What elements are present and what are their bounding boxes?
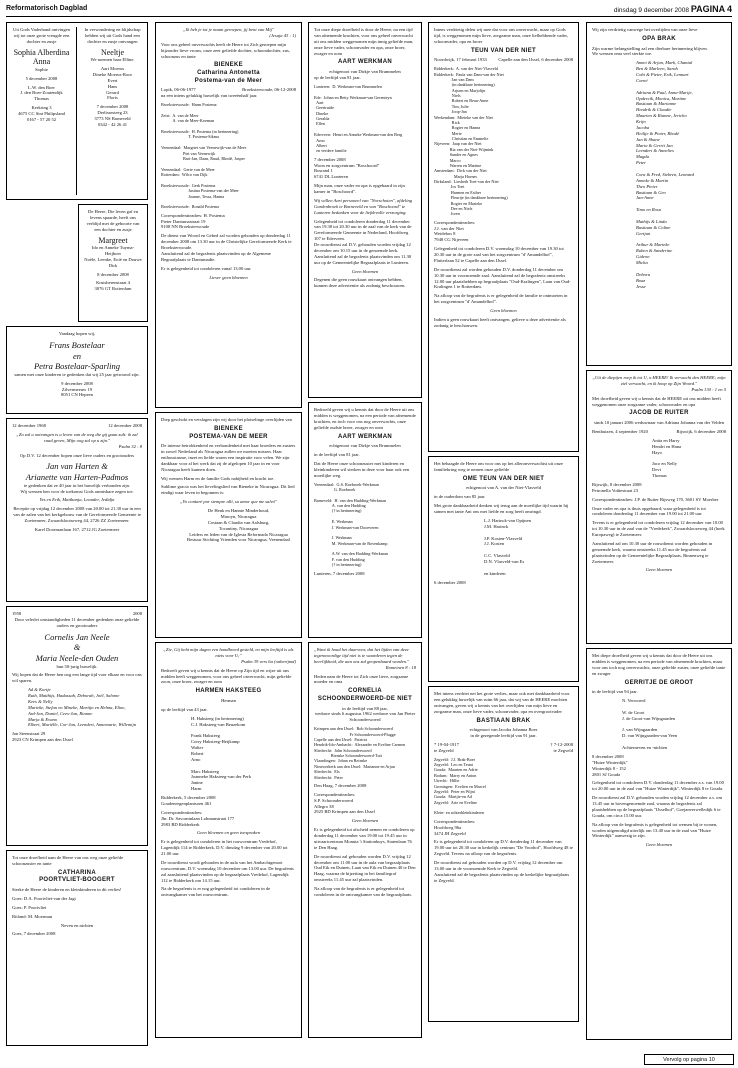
- anniversary-years: hun 50-jarig huwelijk.: [56, 663, 98, 669]
- continued-on-page-link[interactable]: Vervolg op pagina 10: [644, 1054, 734, 1065]
- flowers-note: Geen bloemen en geen toespraken: [196, 830, 260, 836]
- place-date: Rijswijk, 8 december 2008 Petronella Voûtestraat 23: [592, 481, 642, 493]
- spouse: echtgenoot van Dirkje van Brummelen: [329, 443, 401, 449]
- place-date: 8 december 2008 "Huize Winterdijk" Winterdijk 8 - 152 2801 SJ Gouda: [592, 753, 628, 777]
- verse: „Ik heb je tot je naam geroepen, jij bent van Mij": [183, 27, 274, 32]
- visitation: Gelegenheid tot condoleren D.V. donderdag 11 december a.s. van 19.00 tot 20.00 uur in de zaal van "Huize Winterdijk", Winterdijk 8 te Gouda.: [592, 780, 724, 792]
- obituary-opa-brak-grandchildren: [586, 22, 732, 366]
- column-5: [586, 22, 732, 1044]
- obituary-van-der-niet-nephews: [428, 456, 579, 682]
- deceased-name: TEUN VAN DER NIET: [471, 47, 536, 54]
- obituary-schoonderwoerd: [308, 642, 422, 1038]
- deceased-name: AART WERKMAN: [338, 59, 392, 66]
- child-nickname: Sophie: [35, 66, 48, 72]
- issue-date: dinsdag 9 december 2008: [613, 7, 690, 14]
- notice-text: Met droefheid geven wij u kennis dat de HEERE uit ons midden heeft weggenomen onze zorgzame vader, schoonvader en opa: [592, 395, 721, 407]
- visitation: Er is gelegenheid tot afscheid nemen en condoleren op donderdag 11 december van 19.00 tot 19.45 uur in uitvaartcentrum Monuta 't Stationhuys, Statenlaan 76 te Den Haag.: [314, 827, 415, 850]
- service-info: De rouwdienst zal gehouden worden D.V. vrijdag 12 december om 11.00 uur in de aula van begraafplaats Oud Eik en Duinen, Laan van Eik en Duinen 40 te Den Haag, waarna de bijzetting in het familiegraf omstreeks 11.45 uur zal plaatsvinden.: [314, 853, 416, 883]
- birth-date: 5 december 2008: [25, 75, 58, 81]
- visitation: Er is gelegenheid tot condoleren op D.V. donderdag 11 december van 19.00 uur tot 20.30 uur in kerkelijk centrum "De Voorhof", Hoofdweg 48 te Zegveld. Tevens na afloop van de begrafenis.: [434, 839, 573, 857]
- address: Correspondentieadres: Jhr. Dr. Savorninlaan Lohmanstraat 177 2983 BD Ridderkerk: [161, 809, 235, 827]
- notice-text: Heden nam de Heere tot Zich onze lieve, zorgzame moeder en oma: [314, 673, 409, 685]
- family-list: H. Haksteeg (in herinnering) C.J. Haksteeg-van Beuzekom Frank Haksteeg Corry Haksteeg-Heijkamp Walter Robert Arno Marc Haksteeg Joanneke Haksteeg-van der Perk Janine Harm: [191, 715, 252, 792]
- after-service: Na de begrafenis is er nog gelegenheid tot condoleren in de ontvangkamer van het rouwcentrum.: [161, 886, 271, 898]
- deceased-name: JACOB DE RUITER: [629, 410, 689, 417]
- after-note: Na afloop van de begrafenis is gelegenheid tot wensen bij te wonen, worden uitgenodigd uiterlijk om 13.40 uur in de zaal van "Huize Winterdijk" aanwezig te zijn.: [592, 821, 718, 839]
- notice-text-2: Wij hopen dat de Heere hen nog een lange tijd voor elkaar en voor ons wil sparen.: [12, 672, 142, 684]
- notice-text: Door velerlei omstandigheden 11 december gedenken onze geliefde ouders en grootouders: [14, 616, 140, 628]
- family-line: Neven en nichten: [60, 922, 94, 928]
- signatories: De Henk en Hannie Minderhoud, Maroyn, Nicaragua Costaan & Claudia van Aalsburg, Tocantiny, Nicaragua Leiders en leden van de Iglesia Reformada Nicaragua Bestuur Stichting Vrienden voor Nicaragua, Veenendaal: [187, 508, 290, 543]
- deceased-name: CATHARINA POORTVLIET-BOOGERT: [39, 869, 115, 884]
- notice-text: Diep geschokt en verslagen zijn wij door het plotselinge overlijden van: [161, 417, 292, 422]
- deceased-name: CORNELIA SCHOONDERWOERD-DE NIET: [317, 688, 413, 702]
- after-service: Na afloop van de begrafenis is er gelegenheid de familie te ontmoeten in het zorgcentrum "d' Amandelhof".: [434, 293, 568, 305]
- service-info: De rouwdienst zal D.V. gehouden worden vrijdag 12 december a.s. om 13.45 uur in bovengenoemde zaal, waarna de begrafenis zal plaatshebben op de begraafplaats "IJsselhof", Goejanverwelledijk 6 te Gouda, om circa 15.00 uur.: [592, 795, 723, 818]
- thanks-note: Wij willen Aart personeel van "Norschoten", afdeling Gardenbroek te Barneveld en van "Boschoord" te Lunteren bedanken voor de liefdevolle verzorging.: [314, 197, 413, 215]
- birth: Noordwijk, 17 februari 1933: [434, 57, 487, 63]
- service-info: De rouwdienst wordt gehouden in de aula van het Ambachtgenoot rouwcentrum, D.V. woensdag 10 december om 13.00 uur. De begrafenis zal aansluitend plaatsvinden op de begraafplaats Vredehof, Lagendijk 112 te Ridderkerk om 14.15 uur.: [161, 859, 294, 883]
- page-info: [614, 4, 732, 16]
- life-dates: [434, 57, 573, 63]
- burial-info: Aansluitend zal om 10.30 uur de rouwdienst worden gehouden in genoemde kerk, waarna omstreeks 11.45 uur de begrafenis zal plaatsvinden op de Gemeentelijke Begraafplaats, Binnenweg te Zoetermeer.: [592, 540, 713, 564]
- birth: Benthuizen, 4 september 1920: [592, 428, 648, 434]
- masthead: [6, 3, 732, 17]
- quote: „Yo contaré por siempre allí, su amor que me salvó": [180, 499, 277, 505]
- deceased-name: OPA BRAK: [642, 35, 676, 42]
- spouse: echtgenoot van Dirkje van Brummelen: [329, 69, 401, 75]
- family-list: L.J. Harinck-van Opijnen J.M. Harinck J.P. Kosten-Vlasveld J.J. Kosten C.C. Vlasveld D.N. Vlasveld-van Es en kinderen: [484, 517, 531, 576]
- verse-reference: Romeinen 8 : 18: [385, 664, 416, 670]
- place-date: Ridderkerk, 5 december 2008 Goudenregenplantsoen 461: [161, 795, 216, 806]
- couple-names: Cornelis Jan Neele & Maria Neele-den Ouden: [35, 631, 119, 663]
- verse-reference: Psalm 39 vers 6a (onberijmd): [241, 658, 296, 664]
- verse-reference: (Jesaja 43 : 1): [269, 32, 296, 38]
- notice-text: Met intens verdriet net het grote verlies, maar ook met dankbaarheid voor een gelukkig huwelijk van ruim 66 jaar, dat wij van de HEERE mochten ontvangen, geven wij u kennis van het overlijden van mijn lieve en zorgzame man, onze lieve vader, schoonvader, opa en overgrootvader: [434, 691, 570, 714]
- closing-note: Liever geen bloemen: [209, 274, 248, 280]
- flowers-note: Geen bloemen: [490, 308, 517, 314]
- family-line: Goes: P. Poortvliet: [12, 904, 47, 910]
- notice-text-2: na een intens gelukkig huwelijk van tweeënhalf jaar.: [161, 93, 258, 99]
- age: op de leeftijd van 81 jaar.: [314, 74, 361, 80]
- service-info: De rouwdienst zal gehouden worden op D.V. vrijdag 12 december om 13.00 uur in de voornoemde Kerk te Zegveld. Aansluitend zal de begrafenis plaatsvinden op de kerkelijke begraafplaats te Zegveld.: [434, 860, 570, 883]
- column-3: [308, 22, 422, 1042]
- call-name: We noemen haar Elline.: [90, 57, 135, 63]
- verse-reference: Psalm 32 : 8: [118, 443, 142, 449]
- life-dates: [592, 429, 726, 435]
- after-service: Na afloop van de begrafenis is er gelegenheid tot condoleren in de ontvangkamer van de begraafplaats.: [314, 886, 413, 897]
- visitation: Gelegenheid tot condoleren D.V. woensdag 10 december van 19.30 tot 20.30 uur in de grote zaal van het zorgcentrum "d' Amandelhof", Fluiterlaan 52 te Capelle aan den IJssel.: [434, 246, 564, 263]
- family-list: Krimpen aan den IJssel: Bob Schoonderwoerd Fr Schoonderwoerd-Plugge Capelle aan den IJssel: Patricia Hendrik-Ido-Ambacht: Alexander en Eveline Carmen Sliedrecht: John Schoonderwoerd Bienske Schoonderwoerd-Tuit Vlaardingen: Johan en Reinske Nieuwerkerk aan den IJssel: Marianne en Arjan Sliedrecht: Els Sliedrecht: Peter: [314, 726, 406, 780]
- verse: „Uit de dieptjen roep ik tot U, o HEERE! Ik verwacht den HEERE; mijn ziel verwacht, en ik hoop op Zijn Woord.": [592, 375, 726, 386]
- address: Derlissesteeg 23 3773 NS Barneveld 0342 - 42 26 41: [94, 110, 131, 127]
- verse: „Zo zal u ontvangen is u leven van de weg die gij gaan zult: ik zal raad geven, Mijn oog zal op u zijn.": [16, 431, 138, 443]
- year-right: 2008: [132, 611, 142, 616]
- after-note: Degenen die geen rouwkaart ontvangen hebben, kunnen deze advertentie als zodanig beschouwen.: [314, 277, 406, 289]
- reception: Receptie op vrijdag 12 december 2008 van 20.00 tot 21.30 uur in een van de zalen van het kerkgebouw van de Gereformeerde Gemeente te Zoetermeer, Zwaardslootseweg 44, 2726 ZZ Zoetermeer.: [13, 506, 141, 523]
- family-list: Ridderkerk: A. van der Niet-Vlasveld Ridderkerk: Paula van Dam-van der Niet Jan van Dam (in dankbare herinnering) Arjuen en Marjolijn Niels Robert en Beau-Anne Tim, Julie Joop-Jan Werkendam: Mieteke van der Niet Rick Rogier en Hanna Merie Christian en Emmelie Nijeveen: Jaap van der Niet Ria van der Niet-Wijmink Sander en Agnes Marco Warren en Martine Amsterdam: Dick van der Niet Marja Hornes Dirksland: Liesbeth Toet-van der Niet Jos Toet Harmen en Esther Fleurije (in dankbare herinnering) Rogier en Marieke Dee en Niels Joren: [434, 66, 508, 217]
- family-line: Ritland: M. Moerman: [12, 913, 53, 919]
- flowers-note: Geen bloemen: [351, 818, 379, 824]
- birth-date: 8 december 2008: [97, 271, 129, 277]
- family-list: Annet & Arjan, Mark, Chantal Ben & Marleen, Sarah Cobi & Pieter, Erik, Lennart Corné Adriana & Paul, Anna-Marije, Opdercik, Monica, Martine Bastiaan & Marianne Hendrik & Claudie Maarten & Rianne, Jericho Krijn Jacoba Heiltje & Pieter, Rhodé Jan & Shane Maria & Gerrit Jan Leendert & Annelies Magda Peter Cora & Fred, Siebren, Lennard Anneke & Martin Theo Pieter Bastiaan & Geo Jan-Anne Timo en Rosa Mathijs & Linda Bastiaan & Coline Gertjan Arthur & Marieke Ruben & Sanderine Gideon Micha Debora Boaz Jesse: [636, 60, 694, 289]
- age: op de leeftijd van 43 jaar.: [161, 706, 208, 712]
- verse-reference: Psalm 130 : 1 en 5: [691, 386, 726, 392]
- notice-text-3: Wij wensen Harm en de familie Gods nabijheid en kracht toe.: [161, 475, 275, 481]
- notice-text: Bedroefd geven wij u kennis dat door de Heere uit ons midden is weggenomen, na een periode van afnemende krachten, en toch voor ons nog onverwachts, onze geliefde oudste broer, zwager en oom: [314, 407, 416, 430]
- flowers-note: Geen bloemen: [645, 842, 673, 848]
- nickname: Herman: [221, 697, 236, 703]
- address: Jan Steenstraat 29 2923 CN Krimpen aan den IJssel: [12, 731, 73, 743]
- death: Rijswijk, 6 december 2008: [676, 428, 726, 434]
- death: Broeksterwoude, 06-12-2008: [242, 87, 296, 93]
- birth-date: 7 december 2008: [96, 104, 129, 110]
- obituary-postema-nicaragua: [155, 412, 302, 638]
- deceased-name: HARMEN HAKSTEEG: [195, 688, 262, 695]
- obituary-haksteeg: [155, 642, 302, 1038]
- column-4: [428, 22, 579, 1026]
- verse: „Want ik houd het daarvoor, dat het lijden van deze tegenwoordige tijd niet is te waarderen tegen de heerlijkheid, die aan ons zal geopenbaard worden.": [314, 647, 409, 664]
- service-info: Tevens is er gelegenheid tot condoleren vrijdag 12 december van 10.00 tot 10.30 uur in de zaal van de "Vredekerk", Zwaardsloozeweg 44 (hoek Europaweg) te Zoetermeer.: [592, 520, 725, 538]
- address: Correspondentieadres: Hoofdweg 96a 3474 JH Zegveld: [434, 818, 476, 836]
- obituary-werkman-family: [308, 22, 422, 398]
- column-2: [155, 22, 302, 1042]
- couple-names: Jan van Harten & Arianette van Harten-Padmos: [25, 461, 129, 482]
- date: 6 december 2008: [434, 579, 466, 585]
- child-name: Neeltje: [100, 47, 125, 57]
- family-line: Goes: D.A. Poortvliet-van der Jagt: [12, 895, 76, 901]
- place-date: Den Haag, 7 december 2008: [314, 782, 367, 788]
- birth: Lopik, 06-06-1977: [161, 87, 196, 93]
- birth-notice-sophie: [10, 27, 77, 195]
- notice-text: Met diepe droefheid geven wij u kennis dat door de Heere uit ons midden is weggenomen, na een periode van afnemende krachten, maar voor ons toch nog onverwachts, onze geliefde zuster, onze geliefde tante en zwager: [592, 653, 726, 676]
- notice-text: Tot onze diepe droefheid is door de Heere, na een tijd van afnemende krachten, voor ons geheel onverwacht uit ons midden weggenomen mijn innig geliefde man, onze lieve vader, schoonvader en opa, onze broer, zwager en oom: [314, 27, 414, 56]
- obituary-poortvliet: [6, 850, 148, 1046]
- notice-text-4: Sublime gracia was het lievelingslied van Bieneke in Nicaragua. Dit lied eindigt waar leven in begonnen is:: [161, 484, 295, 496]
- deceased-name: GERRITJE DE GROOT: [624, 679, 694, 686]
- page-number: 4: [726, 4, 732, 14]
- visitation: Er is gelegenheid tot condoleren in het rouwcentrum Vredehof, Lagendijk 114 te Ridderkerk, D.V. dinsdag 9 december van 20.00 tot 21.00 uur.: [161, 839, 288, 857]
- death: Capelle aan den IJssel, 6 december 2008: [498, 57, 573, 63]
- visitation: Onze vader en opa is thuis opgebaard; waar gelegenheid is tot condoleren donderdag 11 december van 19.00 tot 21.00 uur.: [592, 505, 706, 517]
- child-name: Margreet: [98, 235, 128, 245]
- notice-text: Wij zijn verdrietig vanwege het overlijden van onze lieve: [592, 27, 698, 32]
- anniversary-van-harten: [6, 418, 148, 602]
- address: Correspondentieadres: H. Postema Pieter Dantumastraat 19 9108 NN Broeksterwoude: [161, 212, 225, 230]
- service-info: De rouwdienst zal worden gehouden D.V. donderdag 11 december om 10.30 uur in voornoemde zaal. Aansluitend zal de begrafenis omstreeks 12.00 uur plaatshebben op begraafplaats "Oud-Kralingen", Laan van Oud-Kralingen 1 te Rotterdam.: [434, 266, 571, 290]
- birth-announcement-margreet: [78, 204, 148, 322]
- children: Ad & Kortje Ruth, Matthijs, Hadassah, Deborah, Joël, Salome Kees & Nelly Marieke, Stefan en Mineke, Martijn en Helma, Eline, Ard-Jan, Daniel, Cees-Jan, Rianne Marja & Evano Elbert, Mariëlle, Cor-Jan, Leendert, Annemarie, Willemijn: [28, 687, 137, 728]
- age: in de leeftijd van 81 jaar.: [314, 452, 360, 458]
- parents: Aart Moerus Dineke Moerus-Roor Evert Hans Gerard Floris: [92, 66, 133, 101]
- publication-name: Reformatorisch Dagblad: [6, 5, 88, 12]
- family-list: Anita en Harry Hendri en Hana Hayo Jaco en Nelly Devi Thomas: [652, 437, 682, 479]
- obituary-brak: [428, 686, 579, 1022]
- service-info: Gelegenheid tot condoleren donderdag 11 december van 19.30 tot 20.30 uur in de zaal van de kerk van de Gereformeerde Gemeente in Nederland, Hoofdweg 107 te Ederveen. De rouwdienst zal D.V. gehouden worden vrijdag 12 december om 10.15 uur in de genoemde kerk. Aansluitend zal de begrafenis plaatsvinden om 11.30 uur op de Gemeentelijke Begraafplaats te Lunteren.: [314, 218, 412, 265]
- family-list: Broeksterwoude: Harm Postema Zeist: A. van de Meer A. van de Meer-Koeman Broeksterwoude: H. Postema (in herinnering) T. Postema-Sikma Veenendaal: Margriet van Veenewijk-van de Meer Piet van Veenewijk Bart-Jan, Daan, Ruud, Rhodé, Jasper Veenendaal: Gerte van de Meer Rotterdam: Wilco van Dijk Broeksterwoude: Gerk Postema Justina Postema-van der Meer Joanne, Tessa, Hanna Broeksterwoude: Ronald Postema: [161, 102, 247, 210]
- place-date: Lunteren, 7 december 2008: [314, 570, 365, 576]
- obituary-de-ruiter: [586, 370, 732, 644]
- flowers-note: Geen bloemen: [351, 268, 379, 274]
- spouse: echtgenoot van A. van der Niet-Vlasveld: [465, 485, 541, 491]
- place-date: 7 december 2008 Woon en zorgcentrum "Boschoord" Bosrand 1 6741 DL Lunteren: [314, 156, 380, 180]
- date-left: 12 december 1968: [12, 423, 46, 428]
- address: Zilvermeeuw 19 8051 CN Hepeen: [61, 386, 93, 398]
- life-dates: [434, 742, 573, 754]
- date-right: 12 december 2008: [108, 423, 142, 428]
- address: Karel Doormanlaan 167, 2712 JG Zoetermeer: [34, 526, 120, 532]
- couple-names: Frans Bostelaar en Petra Bostelaar-Sparling: [33, 339, 120, 372]
- notice-text: De Heere, Die leven gaf en levens spaarde, heeft ons verblijd met de geboorte van een dochter en zusje: [86, 209, 140, 232]
- notice-text: Uit Gods Vaderhand ontvingen wij tot onze grote vreugde een dochter en zusje: [13, 27, 70, 44]
- address: Kruisherenstraat 4 3076 GT Rotterdam: [94, 280, 132, 292]
- family-list: Lunteren: D. Werkman-van Brummelen Ede: Johan en Betty Werkman-van Gerenteyn Aart Geertruide Dineke Geralda Ellen Ederveen: Henri en Anneke Werkman-van den Berg Arno Albert en verdere familie: [314, 83, 403, 154]
- notice-text-2: De intense betrokkenheid en verbondenheid met haar broeders en zusters in zowel Nederland als Nicaragua zullen we moeten missen. Haar enthousiasme, inzet en liefde waren een inspiratie voor velen. We zijn dankbaar voor al het werk dat zij de afgelopen 10 jaar in en voor Nicaragua heeft kunnen doen.: [161, 443, 296, 472]
- age: in de gezegende leeftijd van 91 jaar.: [470, 733, 537, 739]
- date: Goes, 7 december 2008: [12, 931, 56, 937]
- parents: L.W. den Boer J. den Boer-Zoutendijk Thomas: [20, 84, 63, 102]
- child-name: Sophia Alberdina Anna: [13, 47, 70, 67]
- obituary-van-der-niet-family: [428, 22, 579, 452]
- visitation: Er is gelegenheid tot condoleren vanaf 13.00 uur.: [161, 265, 252, 271]
- children: Yes en Erik, Matthanja, Leander, Jedidja: [39, 497, 115, 503]
- notice-text: samen met onze kinderen te gedenken dat wij 25 jaar getrouwd zijn.: [14, 371, 140, 377]
- notice-text-2: Zijn warme belangstelling zal een dierbare herinnering blijven. We wensen oma veel sterkte toe.: [592, 45, 708, 57]
- parents: Ido en Anneke Tuyma-Heijboer Noële, Leenke, Eoië en Douwe Dirk: [84, 245, 142, 268]
- notice-text-2: te gedenken dat ze 40 jaar in het huwelijk verbonden zijn. Wij wensen hen voor de toekomst Gods onmisbare zegen toe.: [20, 482, 134, 494]
- deceased-name: BIENEKE POSTEMA-VAN DE MEER: [189, 425, 268, 440]
- verse: „Zie, Gij hebt mijn dagen een handbreed gesteld, en mijn leeftijd is als niets voor U;": [163, 647, 294, 658]
- notice-text: Voor ons geheel onverwachts heeft de Heere tot Zich geroepen mijn bijzonder lieve vrouw, onze zeer geliefde dochter, schoondochter, zus, schoonzus en tante: [161, 41, 290, 59]
- address: Kerkring 3 4675 CC Sint Philipsland 0167 - 57 20 52: [18, 105, 65, 122]
- family-list: Veenendaal: G.S. Roebroek-Werkman G. Roebroek Barneveld: H. van den Hudding-Werkman A. van den Hudding († in herinnering) E. Werkman J. Werkman-van Dooeveren J. Werkman M. Werkman-van de Bovenkamp A.W. van den Hudding-Werkman F. van den Hudding († in herinnering): [314, 481, 388, 568]
- anniversary-bostelaar: [6, 326, 148, 414]
- deceased-name: AART WERKMAN: [338, 433, 392, 440]
- address: Correspondentieadres: J.J. van der Niet Weidebos 8 7948 CG Nijeveen: [434, 219, 476, 243]
- deceased-name: BIENEKE Catharina Antonetta Postema-van de Meer: [194, 62, 263, 84]
- family-list: Zegveld: J.J. Brak-Boer Zegveld: Leo en Teuni Gouda: Maarten en Adrie Bodum: Marry en Anton Utrecht: Hillie Groningen: Evelien en Marcel Zegveld: Peter en Wijni Gouda: Martjie-en Ad Zegveld: Arie en Eveline Klein- en achterkleinkinderen: [434, 756, 486, 816]
- flowers-note: Geen bloemen: [645, 567, 673, 573]
- notice-text: In verwondering en blijdschap hebben wij uit Gods hand een dochter en zusje ontvangen: [84, 27, 141, 44]
- deceased-name: BASTIAAN BRAK: [476, 717, 531, 724]
- spouse: echtgenoot van Jacoba Johanna Boer: [469, 727, 538, 733]
- service-info: De dienst van Woord en Gebed zal worden gehouden op donderdag 11 december 2008 om 13.30 uur in de Christelijke Gereformeerde Kerk te Broeksterwoude. Aansluitend zal de begrafenis plaatsvinden op de Algemene Begraafplaats te Dantumadie.: [161, 233, 292, 262]
- birth: * 19-04-1917 te Zegveld: [434, 741, 459, 753]
- notice-text: Op D.V. 12 december hopen onze lieve ouders en grootouders: [19, 452, 135, 458]
- date-row: [12, 423, 142, 429]
- notice-text: Bedroeft geven wij u kennis dat de Heere op Zijn tijd en wijze uit ons midden heeft weggenomen, voor ons geheel onverwacht, mijn geliefde zoon, onze broer, zwager en oom: [161, 667, 292, 685]
- age: in de leeftijd van 88 jaar,: [342, 705, 388, 711]
- column-1: [6, 22, 148, 1050]
- age: in de leeftijd van 94 jaar.: [592, 689, 638, 695]
- address: Correspondentieadres: S.P. Schoonderwoerd Allegro 38 2925 BD Krimpen aan den IJssel: [314, 791, 375, 815]
- date: 9 december 2008: [61, 380, 93, 386]
- notice-text-2: Met grote dankbaarheid denken wij terug aan de moeilijke tijd waarin hij samen met tante Ant ons met liefde en zorg heeft omringd.: [434, 503, 569, 515]
- family-list: N. Verwoerd W. de Groot J. de Groot-van Wijngaarden J. van Wijngaarden D. van Wijngaarden-van Veen Achterneven en -nichten: [622, 698, 678, 751]
- notice-text: Intens verdrietig delen wij mee dat voor ons onverwacht, maar op Gods tijd, is weggenomen mijn lieve, zorgzame man, onze liefhebbende vader, schoonvader, opa en broer: [434, 27, 569, 44]
- year-left: 1958: [12, 611, 22, 616]
- deceased-name: OME TEUN VAN DER NIET: [462, 475, 545, 482]
- obituary-de-groot: [586, 648, 732, 1040]
- notice-text-2: Dat de Heere onze schoonzuster met kinderen en kleinkinderen wil sterken in deze voor haar ook een moeilijke weg.: [314, 460, 410, 478]
- intro: Vandaag hopen wij,: [58, 331, 96, 336]
- obituary-werkman-siblings: [308, 402, 422, 638]
- page-label: PAGINA: [690, 4, 726, 14]
- anniversary-neele: [6, 606, 148, 846]
- widower-note: sinds 10 januari 2006 weduwnaar van Adriana Johanna van der Velden: [593, 420, 725, 426]
- notice-text-2: Sterke de Heere de kinderen en kleinkinderen in dit verlies!: [12, 887, 122, 893]
- birth-announcement-sophie-neeltje: [6, 22, 148, 200]
- notice-text: Het behaagde de Heere om voor ons op het alleronverwachtst uit onze familiekring weg te nemen onze geliefde: [434, 461, 563, 472]
- notice-text: Tot onze droefheid nam de Heere van ons weg onze geliefde schoonzuster en tante: [12, 855, 124, 866]
- visitation: Mijn man, onze vader en opa is opgebaard in zijn kamer in "Boschoord".: [314, 183, 405, 195]
- obituary-postema-family: [155, 22, 302, 408]
- address: Correspondentieadres: J.P. de Ruiter Bijsweg 170, 3601 SV Moerber: [592, 496, 719, 502]
- age: in de ouderdom van 85 jaar.: [434, 494, 486, 500]
- widow-note: weduwe sinds 6 augustus 1962 weduwe van Jan Pieter Schoonderwoerd: [314, 711, 416, 723]
- death: † 7-12-2008 te Zegveld: [550, 741, 573, 753]
- birth-notice-neeltje: [81, 27, 144, 195]
- closing-note: Indien u geen rouwkaart heeft ontvangen, gelieve u deze advertentie als zodanig te beschouwen.: [434, 316, 566, 328]
